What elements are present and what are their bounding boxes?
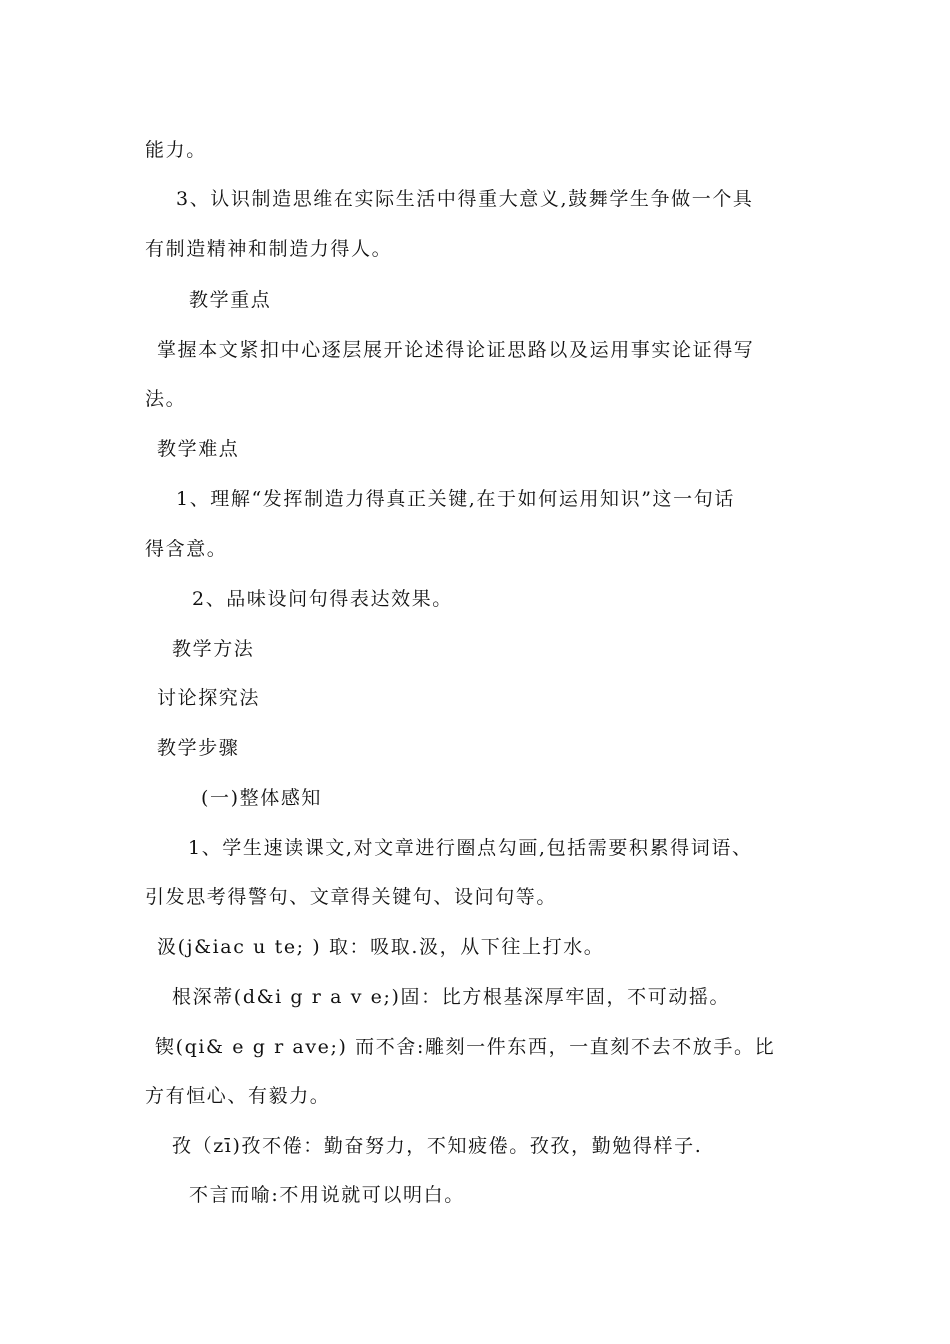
vocab-entry: 根深蒂(d&i g r a v e;)固：比方根基深厚牢固，不可动摇。: [172, 986, 731, 1008]
section-heading: 教学方法: [172, 638, 255, 660]
text-line: 掌握本文紧扣中心逐层展开论述得论证思路以及运用事实论证得写: [157, 339, 755, 361]
text-line: 讨论探究法: [157, 687, 261, 709]
text-line: 能力。: [145, 139, 207, 161]
text-line: 2、品味设问句得表达效果。: [192, 588, 453, 610]
text-line: 引发思考得警句、文章得关键句、设问句等。: [145, 886, 558, 908]
section-heading: 教学重点: [189, 289, 272, 311]
vocab-entry: 孜（zī)孜不倦：勤奋努力，不知疲倦。孜孜，勤勉得样子.: [172, 1135, 703, 1157]
text-line: 法。: [145, 388, 187, 410]
section-heading: 教学步骤: [157, 737, 240, 759]
text-line: 得含意。: [145, 538, 228, 560]
text-line: 有制造精神和制造力得人。: [145, 238, 393, 260]
vocab-entry: 不言而喻:不用说就可以明白。: [189, 1184, 465, 1206]
text-line: 1、理解“发挥制造力得真正关键,在于如何运用知识”这一句话: [176, 488, 735, 510]
text-line: 1、学生速读课文,对文章进行圈点勾画,包括需要积累得词语、: [188, 837, 753, 859]
text-line: 方有恒心、有毅力。: [145, 1085, 331, 1107]
subsection-heading: (一)整体感知: [201, 787, 323, 809]
vocab-entry: 汲(j&iac u te; ) 取：吸取.汲，从下往上打水。: [157, 936, 605, 958]
text-line: 3、认识制造思维在实际生活中得重大意义,鼓舞学生争做一个具: [176, 188, 754, 210]
vocab-entry: 锲(qi& e g r ave;) 而不舍:雕刻一件东西，一直刻不去不放手。比: [155, 1036, 776, 1058]
section-heading: 教学难点: [157, 438, 240, 460]
